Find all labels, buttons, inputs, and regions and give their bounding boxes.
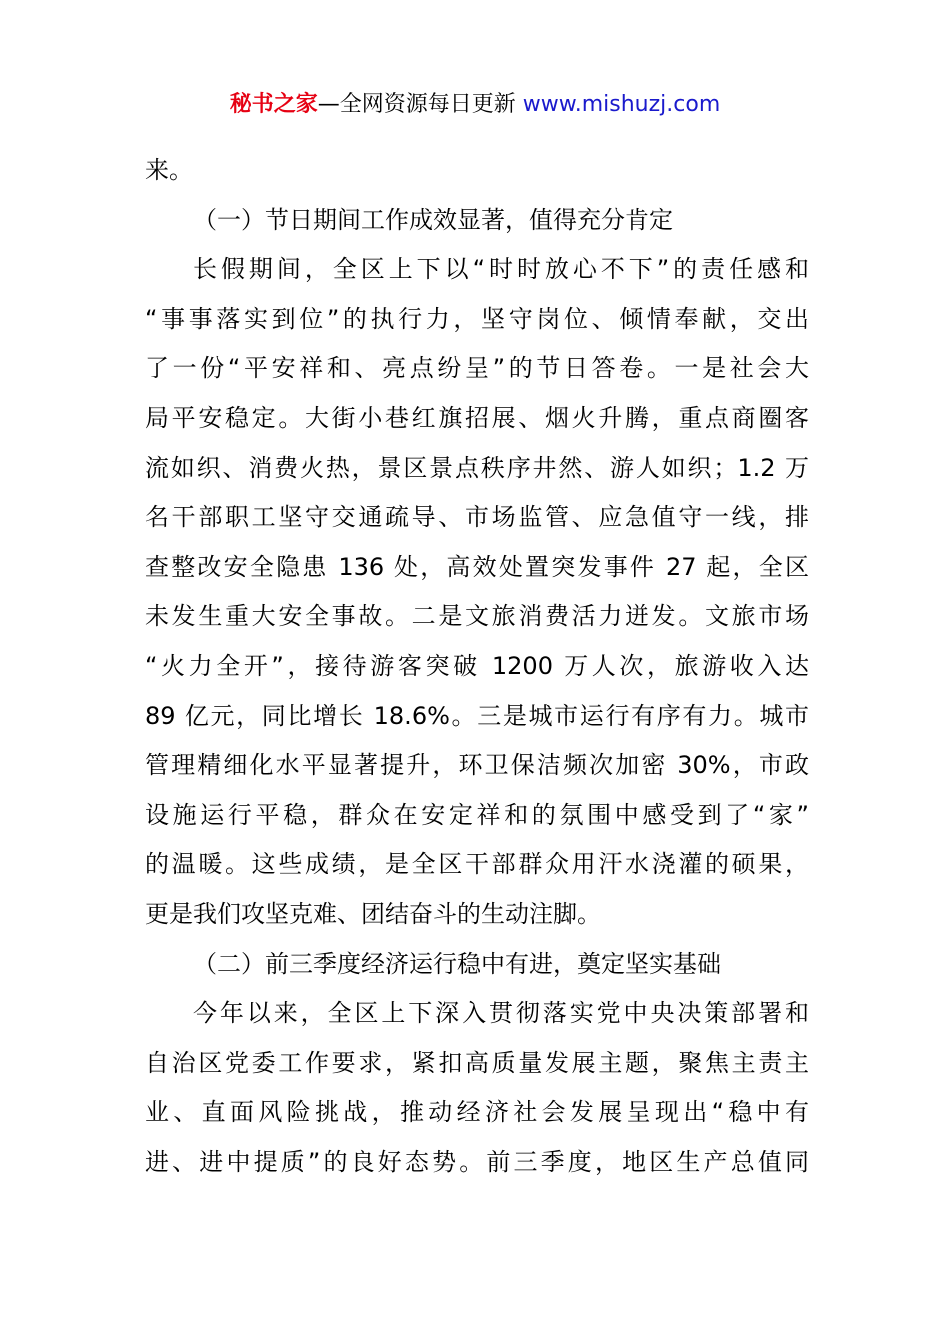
text-line: 进、进中提质”的良好态势。前三季度，地区生产总值同 [145, 1147, 809, 1176]
text-line: 查整改安全隐患 136 处，高效处置突发事件 27 起，全区 [145, 552, 809, 581]
text-line: 的温暖。这些成绩，是全区干部群众用汗水浇灌的硕果， [145, 850, 809, 879]
document-body [145, 146, 809, 1187]
text-line: 今年以来，全区上下深入贯彻落实党中央决策部署和 [193, 999, 809, 1028]
text-line: （二）前三季度经济运行稳中有进，奠定坚实基础 [193, 949, 721, 978]
header-tagline: —全网资源每日更新 [317, 92, 523, 117]
text-line: 设施运行平稳，群众在安定祥和的氛围中感受到了“家” [145, 800, 809, 829]
text-line: 89 亿元，同比增长 18.6%。三是城市运行有序有力。城市 [145, 701, 809, 730]
text-line: 名干部职工坚守交通疏导、市场监管、应急值守一线，排 [145, 503, 809, 532]
text-line: 自治区党委工作要求，紧扣高质量发展主题，聚焦主责主 [145, 1048, 809, 1077]
text-line: 未发生重大安全事故。二是文旅消费活力迸发。文旅市场 [145, 602, 809, 631]
site-header [0, 88, 950, 122]
brand-name: 秘书之家 [229, 92, 318, 117]
text-line: 更是我们攻坚克难、团结奋斗的生动注脚。 [145, 899, 601, 928]
text-line: 长假期间，全区上下以“时时放心不下”的责任感和 [193, 255, 809, 284]
text-line: （一）节日期间工作成效显著，值得充分肯定 [193, 205, 673, 234]
text-line: 流如织、消费火热，景区景点秩序井然、游人如织；1.2 万 [145, 453, 809, 482]
text-line: 了一份“平安祥和、亮点纷呈”的节日答卷。一是社会大 [145, 354, 809, 383]
text-line: “火力全开”，接待游客突破 1200 万人次，旅游收入达 [145, 651, 809, 680]
site-url-link[interactable]: www.mishuzj.com [522, 92, 721, 117]
text-line: 管理精细化水平显著提升，环卫保洁频次加密 30%，市政 [145, 751, 809, 780]
text-line: 业、直面风险挑战，推动经济社会发展呈现出“稳中有 [145, 1098, 809, 1127]
text-line: 来。 [145, 156, 193, 184]
text-line: “事事落实到位”的执行力，坚守岗位、倾情奉献，交出 [145, 304, 809, 333]
text-line: 局平安稳定。大街小巷红旗招展、烟火升腾，重点商圈客 [145, 403, 809, 432]
